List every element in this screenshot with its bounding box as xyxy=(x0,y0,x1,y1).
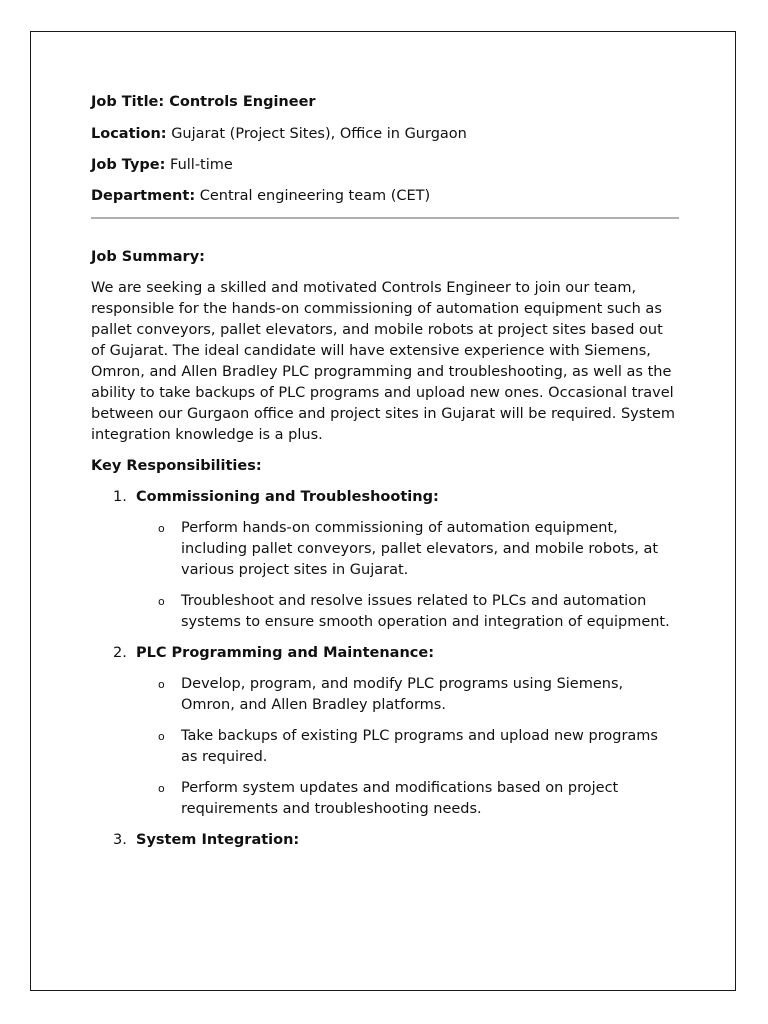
responsibility-item xyxy=(91,830,679,851)
location-value: Gujarat (Project Sites), Office in Gurgaon xyxy=(171,126,467,142)
document-page xyxy=(30,31,736,991)
department-line xyxy=(91,186,679,207)
item-number: 1. xyxy=(113,489,127,505)
sub-bullet-item xyxy=(136,591,679,633)
responsibility-title: Commissioning and Troubleshooting: xyxy=(136,489,439,505)
divider xyxy=(91,217,679,219)
item-number: 3. xyxy=(113,832,127,848)
circle-bullet-icon: o xyxy=(158,730,165,743)
responsibility-title: System Integration: xyxy=(136,832,300,848)
location-line xyxy=(91,124,679,145)
item-number: 2. xyxy=(113,645,127,661)
sub-bullet-item xyxy=(136,674,679,716)
responsibilities-list xyxy=(91,487,679,851)
sub-bullet-item xyxy=(136,726,679,768)
job-type-label: Job Type: xyxy=(91,157,166,173)
sub-bullet-text: Troubleshoot and resolve issues related to PLCs and automation systems to ensure smooth operation and integration of equipment. xyxy=(181,593,670,630)
location-label: Location: xyxy=(91,126,167,142)
summary-heading: Job Summary: xyxy=(91,249,205,265)
responsibility-title: PLC Programming and Maintenance: xyxy=(136,645,435,661)
responsibility-item xyxy=(91,643,679,820)
document-content xyxy=(91,92,679,861)
department-label: Department: xyxy=(91,188,196,204)
responsibility-item xyxy=(91,487,679,633)
sub-bullet-list xyxy=(136,674,679,820)
department-value: Central engineering team (CET) xyxy=(199,188,431,204)
sub-bullet-item xyxy=(136,518,679,581)
sub-bullet-text: Take backups of existing PLC programs and upload new programs as required. xyxy=(181,728,658,765)
sub-bullet-text: Develop, program, and modify PLC programs using Siemens, Omron, and Allen Bradley platforms. xyxy=(181,676,624,713)
circle-bullet-icon: o xyxy=(158,595,165,608)
sub-bullet-text: Perform hands-on commissioning of automation equipment, including pallet conveyors, pallet elevators, and mobile robots, at various project sites in Gujarat. xyxy=(181,520,659,578)
responsibilities-heading: Key Responsibilities: xyxy=(91,458,262,474)
sub-bullet-list xyxy=(136,518,679,633)
job-title: Job Title: Controls Engineer xyxy=(91,94,316,110)
job-type-line xyxy=(91,155,679,176)
job-type-value: Full-time xyxy=(170,157,233,173)
circle-bullet-icon: o xyxy=(158,782,165,795)
sub-bullet-item xyxy=(136,778,679,820)
sub-bullet-text: Perform system updates and modifications based on project requirements and troubleshooting needs. xyxy=(181,780,619,817)
summary-text: We are seeking a skilled and motivated Controls Engineer to join our team, responsible for the hands-on commissioning of automation equipment such as pallet conveyors, pallet elevators, and mobile robots at project sites based out of Gujarat. The ideal candidate will have extensive experience with Siemens, Omron, and Allen Bradley PLC programming and troubleshooting, as well as the ability to take backups of PLC programs and upload new ones. Occasional travel between our Gurgaon office and project sites in Gujarat will be required. System integration knowledge is a plus. xyxy=(91,280,676,443)
circle-bullet-icon: o xyxy=(158,678,165,691)
circle-bullet-icon: o xyxy=(158,522,165,535)
